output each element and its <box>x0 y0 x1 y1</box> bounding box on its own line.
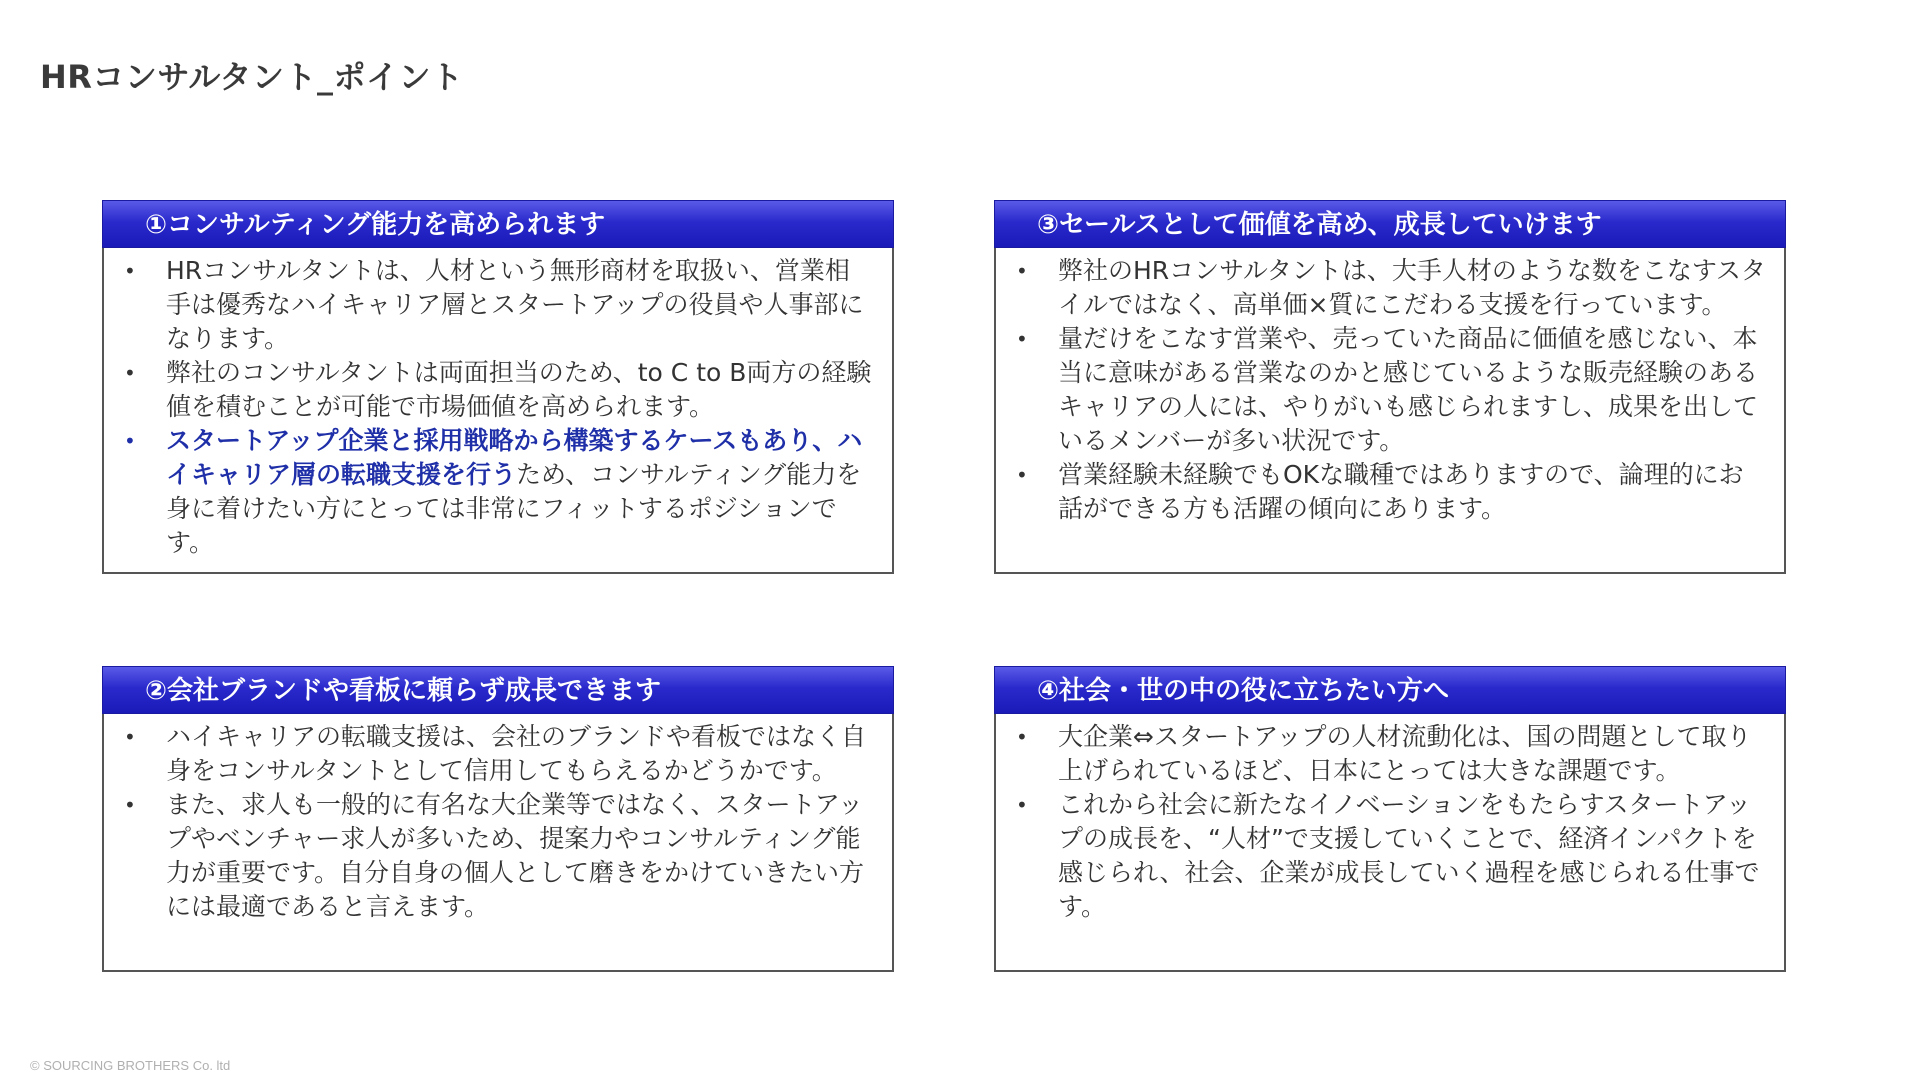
bullet-icon: • <box>1016 725 1028 749</box>
bullet-list <box>118 720 874 924</box>
bullet-icon: • <box>124 429 136 453</box>
point-panel-consulting <box>102 200 894 574</box>
list-item <box>1010 788 1766 924</box>
bullet-icon: • <box>124 725 136 749</box>
bullet-text: これから社会に新たなイノベーションをもたらすスタートアップの成長を、“人材”で支援していくことで、経済インパクトを感じられ、社会、企業が成長していく過程を感じられる仕事です。 <box>1058 790 1760 921</box>
point-panel-brand <box>102 666 894 972</box>
bullet-text: 弊社のコンサルタントは両面担当のため、to C to B両方の経験値を積むことが可能で市場価値を高められます。 <box>166 358 872 421</box>
panel-body <box>994 248 1786 574</box>
panel-header: ④社会・世の中の役に立ちたい方へ <box>994 666 1786 714</box>
bullet-text: また、求人も一般的に有名な大企業等ではなく、スタートアップやベンチャー求人が多いため、提案力やコンサルティング能力が重要です。自分自身の個人として磨きをかけていきたい方には最適であると言えます。 <box>166 790 865 921</box>
bullet-text: 大企業⇔スタートアップの人材流動化は、国の問題として取り上げられているほど、日本にとっては大きな課題です。 <box>1058 722 1752 785</box>
list-item <box>118 254 874 356</box>
panel-header: ①コンサルティング能力を高められます <box>102 200 894 248</box>
bullet-icon: • <box>1016 327 1028 351</box>
panel-header: ②会社ブランドや看板に頼らず成長できます <box>102 666 894 714</box>
panel-body <box>102 714 894 972</box>
point-panel-sales <box>994 200 1786 574</box>
bullet-text: 量だけをこなす営業や、売っていた商品に価値を感じない、本当に意味がある営業なのかと感じているような販売経験のあるキャリアの人には、やりがいも感じられますし、成果を出しているメンバーが多い状況です。 <box>1058 324 1759 455</box>
panel-body <box>102 248 894 574</box>
bullet-list <box>118 254 874 560</box>
list-item <box>118 720 874 788</box>
list-item <box>1010 254 1766 322</box>
copyright-footer: © SOURCING BROTHERS Co. ltd <box>30 1058 231 1073</box>
list-item <box>1010 322 1766 458</box>
bullet-icon: • <box>1016 793 1028 817</box>
emphasis-text: スタートアップ企業と採用戦略から構築するケースもあり、ハイキャリア層の転職支援を行う <box>166 426 863 489</box>
panel-body <box>994 714 1786 972</box>
panel-header: ③セールスとして価値を高め、成長していけます <box>994 200 1786 248</box>
list-item-highlight <box>118 424 874 560</box>
bullet-text: ハイキャリアの転職支援は、会社のブランドや看板ではなく自身をコンサルタントとして信用してもらえるかどうかです。 <box>166 722 867 785</box>
bullet-icon: • <box>124 361 136 385</box>
bullet-text: ため、コンサルティング能力を身に着けたい方にとっては非常にフィットするポジションです。 <box>166 460 862 557</box>
list-item <box>1010 458 1766 526</box>
page-title: HRコンサルタント_ポイント <box>40 58 464 96</box>
bullet-text: 弊社のHRコンサルタントは、大手人材のような数をこなすスタイルではなく、高単価×質にこだわる支援を行っています。 <box>1058 256 1766 319</box>
bullet-icon: • <box>124 793 136 817</box>
list-item <box>118 788 874 924</box>
bullet-text: HRコンサルタントは、人材という無形商材を取扱い、営業相手は優秀なハイキャリア層とスタートアップの役員や人事部になります。 <box>166 256 864 353</box>
bullet-icon: • <box>1016 463 1028 487</box>
bullet-list <box>1010 720 1766 924</box>
bullet-icon: • <box>1016 259 1028 283</box>
bullet-list <box>1010 254 1766 526</box>
bullet-text: 営業経験未経験でもOKな職種ではありますので、論理的にお話ができる方も活躍の傾向にあります。 <box>1058 460 1744 523</box>
list-item <box>118 356 874 424</box>
point-panel-society <box>994 666 1786 972</box>
bullet-icon: • <box>124 259 136 283</box>
list-item <box>1010 720 1766 788</box>
